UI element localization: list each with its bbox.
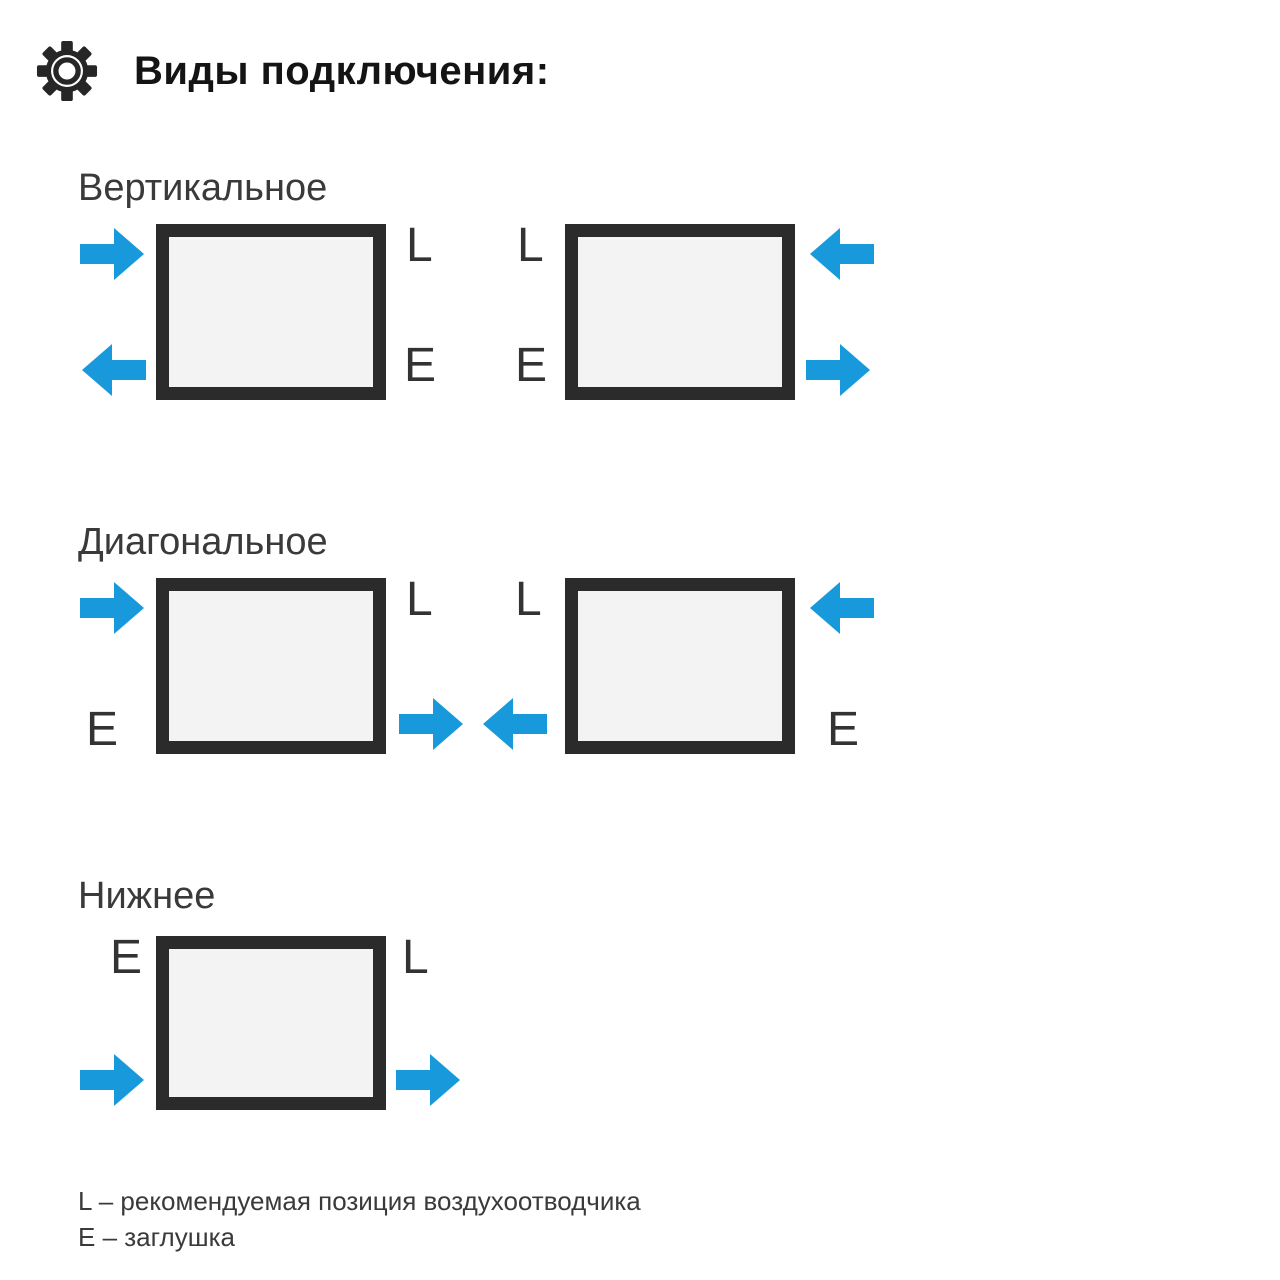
air-vent-port-label: L	[406, 573, 433, 626]
radiator-box	[156, 578, 386, 754]
plug-port-label: E	[404, 339, 437, 392]
flow-arrow-left-icon	[810, 228, 874, 280]
flow-arrow-right-icon	[399, 698, 463, 750]
plug-port-label: E	[515, 339, 548, 392]
plug-port-label: E	[827, 703, 860, 756]
radiator-box	[565, 578, 795, 754]
gear-icon	[36, 40, 98, 102]
air-vent-port-label: L	[517, 219, 544, 272]
flow-arrow-right-icon	[80, 228, 144, 280]
flow-arrow-right-icon	[806, 344, 870, 396]
radiator-box	[565, 224, 795, 400]
air-vent-port-label: L	[515, 573, 542, 626]
plug-port-label: E	[86, 703, 119, 756]
plug-port-label: E	[110, 931, 143, 984]
radiator-box	[156, 936, 386, 1110]
flow-arrow-right-icon	[80, 1054, 144, 1106]
radiator-box	[156, 224, 386, 400]
flow-arrow-left-icon	[810, 582, 874, 634]
air-vent-port-label: L	[406, 219, 433, 272]
flow-arrow-left-icon	[82, 344, 146, 396]
section-title-vertical: Вертикальное	[78, 167, 328, 209]
legend-air-vent: L – рекомендуемая позиция воздухоотводчика	[78, 1186, 641, 1216]
section-title-diagonal: Диагональное	[78, 521, 328, 563]
legend-plug: E – заглушка	[78, 1222, 235, 1252]
air-vent-port-label: L	[402, 931, 429, 984]
section-title-bottom: Нижнее	[78, 875, 216, 917]
page-title: Виды подключения:	[134, 49, 550, 93]
flow-arrow-right-icon	[396, 1054, 460, 1106]
flow-arrow-left-icon	[483, 698, 547, 750]
flow-arrow-right-icon	[80, 582, 144, 634]
